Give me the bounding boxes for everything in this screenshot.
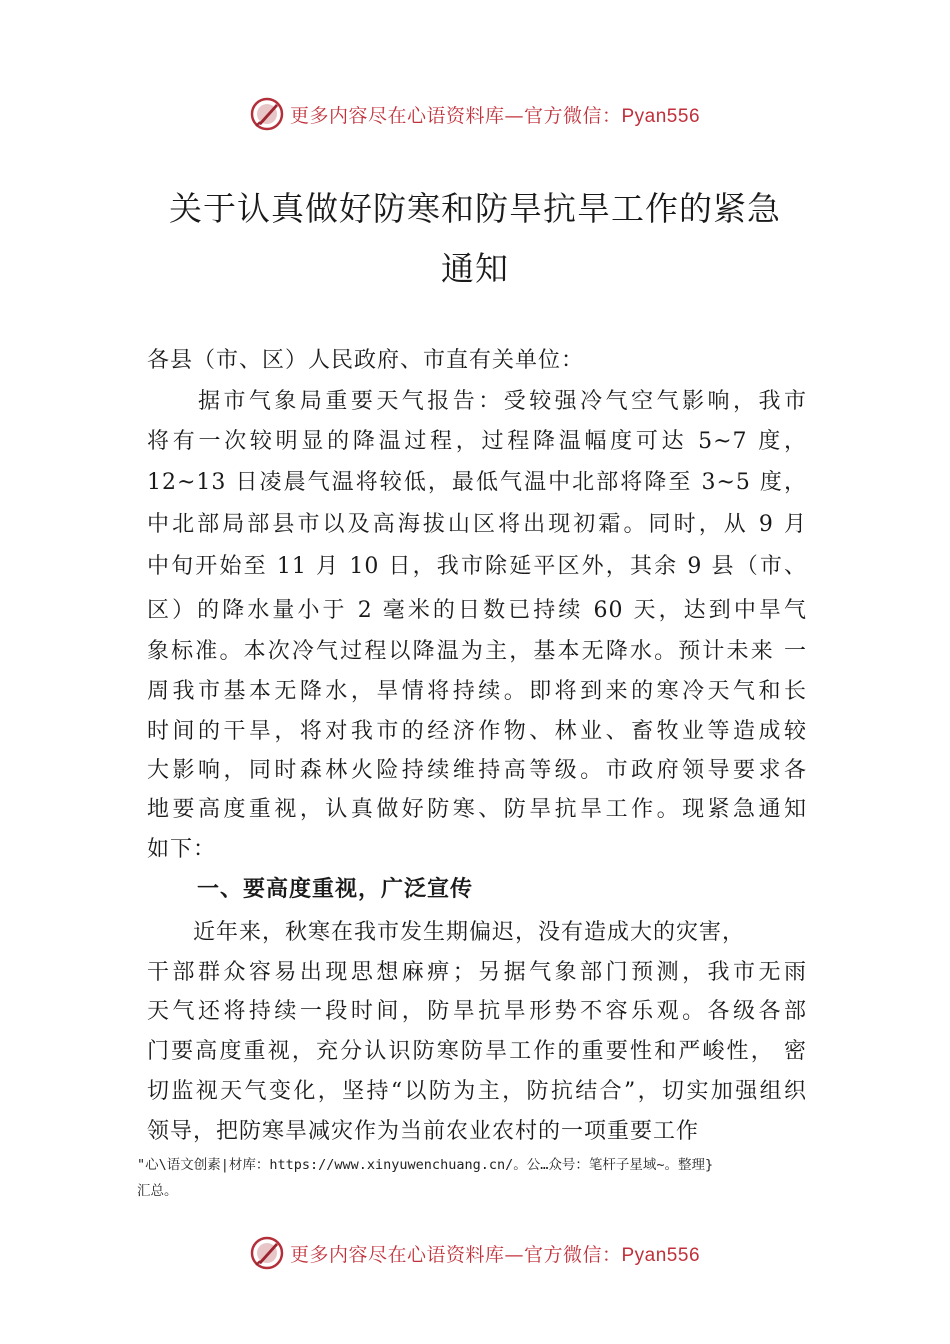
bottom-watermark-banner [0, 1233, 950, 1273]
document-title-line-2: 通知 [441, 249, 509, 288]
salutation: 各县（市、区）人民政府、市直有关单位： [147, 348, 585, 373]
source-note-line-2: 汇总。 [137, 1183, 178, 1199]
banner-wechat-label: 官方微信： [523, 104, 622, 127]
para1-line: 将有一次较明显的降温过程，过程降温幅度可达 5~7 度， [147, 429, 807, 454]
para1-line: 地要高度重视，认真做好防寒、防旱抗旱工作。现紧急通知 [147, 797, 807, 822]
quill-seal-icon [250, 1236, 284, 1270]
banner-wechat-id: Pyan556 [621, 105, 701, 127]
banner-wechat-label: 官方微信： [523, 1243, 622, 1266]
para1-line: 如下： [147, 837, 217, 862]
section-heading-1: 一、要高度重视，广泛宣传 [197, 877, 474, 902]
para1-line: 周我市基本无降水，旱情将持续。即将到来的寒冷天气和长 [147, 679, 807, 704]
para2-line: 切监视天气变化，坚持“以防为主，防抗结合”，切实加强组织 [147, 1079, 807, 1104]
quill-seal-icon [250, 97, 284, 131]
banner-text [290, 101, 700, 128]
para1-line: 区）的降水量小于 2 毫米的日数已持续 60 天，达到中旱气 [147, 598, 807, 623]
para2-line: 近年来，秋寒在我市发生期偏迟，没有造成大的灾害， [147, 920, 746, 945]
banner-wechat-id: Pyan556 [621, 1244, 701, 1266]
para1-line: 据市气象局重要天气报告：受较强冷气空气影响，我市 [147, 389, 807, 414]
para1-line: 12~13 日凌晨气温将较低，最低气温中北部将降至 3~5 度， [147, 470, 807, 495]
para1-line: 中北部局部县市以及高海拔山区将出现初霜。同时，从 9 月 [147, 512, 807, 537]
banner-main-text: 更多内容尽在心语资料库 [289, 104, 505, 127]
para1-line: 中旬开始至 11 月 10 日，我市除延平区外，其余 9 县（市、 [147, 554, 807, 579]
top-watermark-banner [0, 94, 950, 134]
banner-text [290, 1240, 700, 1267]
banner-dash: — [504, 1243, 524, 1266]
banner-dash: — [504, 104, 524, 127]
para1-line: 象标准。本次冷气过程以降温为主，基本无降水。预计未来 一 [147, 639, 807, 664]
para1-line: 时间的干旱，将对我市的经济作物、林业、畜牧业等造成较 [147, 719, 807, 744]
document-title-line-1: 关于认真做好防寒和防旱抗旱工作的紧急 [169, 189, 781, 228]
para2-line: 干部群众容易出现思想麻痹；另据气象部门预测，我市无雨 [147, 960, 807, 985]
para2-line: 天气还将持续一段时间，防旱抗旱形势不容乐观。各级各部 [147, 999, 807, 1024]
source-note-line-1: "心\语文创素|材库：https://www.xinyuwenchuang.cn/。公…众号：笔杆子星域~。整理} [137, 1157, 714, 1173]
para2-line: 门要高度重视，充分认识防寒防旱工作的重要性和严峻性， 密 [147, 1039, 807, 1064]
banner-main-text: 更多内容尽在心语资料库 [289, 1243, 505, 1266]
para2-line: 领导，把防寒旱减灾作为当前农业农村的一项重要工作 [147, 1119, 700, 1144]
para1-line: 大影响，同时森林火险持续维持高等级。市政府领导要求各 [147, 758, 807, 783]
